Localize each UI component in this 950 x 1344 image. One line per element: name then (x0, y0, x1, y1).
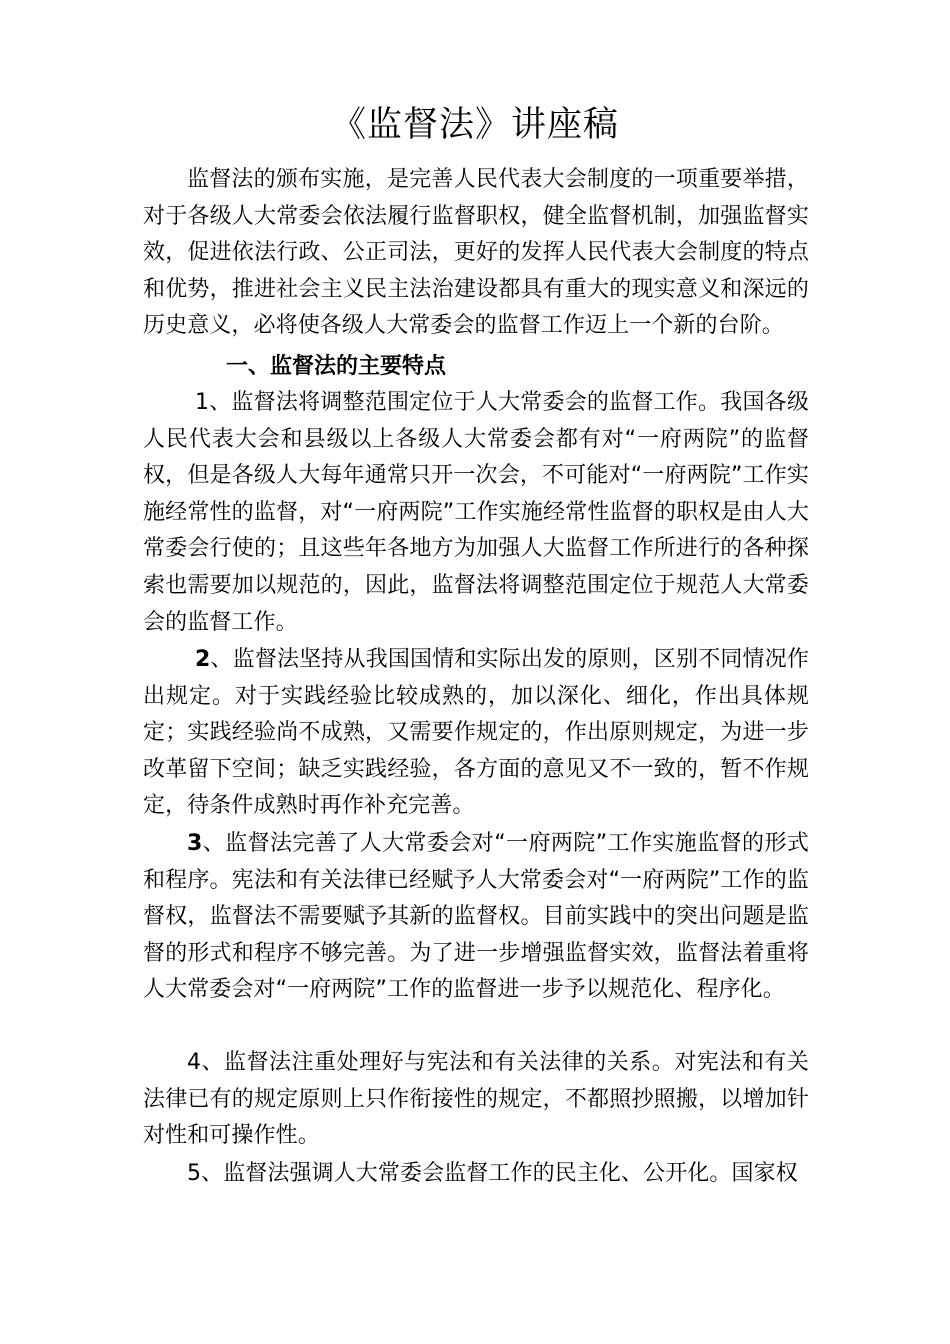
paragraph-item-3 (143, 826, 809, 1009)
intro-paragraph: 监督法的颁布实施，是完善人民代表大会制度的一项重要举措，对于各级人大常委会依法履行监督职权，健全监督机制，加强监督实效，促进依法行政、公正司法，更好的发挥人民代表大会制度的特点和优势，推进社会主义民主法治建设都具有重大的现实意义和深远的历史意义，必将使各级人大常委会的监督工作迈上一个新的台阶。 (143, 167, 809, 339)
paragraph-item-2 (143, 642, 809, 825)
item-3-number: 3 (187, 831, 203, 856)
paragraph-item-4: 4、监督法注重处理好与宪法和有关法律的关系。对宪法和有关法律已有的规定原则上只作衔接性的规定，不都照抄照搬，以增加针对性和可操作性。 (143, 1050, 809, 1149)
item-2-text: 、监督法坚持从我国国情和实际出发的原则，区别不同情况作出规定。对于实践经验比较成熟的，加以深化、细化，作出具体规定；实践经验尚不成熟，又需要作规定的，作出原则规定，为进一步改革留下空间；缺乏实践经验，各方面的意见又不一致的，暂不作规定，待条件成熟时再作补充完善。 (143, 647, 809, 819)
paragraph-item-5: 5、监督法强调人大常委会监督工作的民主化、公开化。国家权 (187, 1161, 798, 1186)
document-title: 《监督法》讲座稿 (330, 105, 619, 145)
item-2-number: 2 (195, 647, 211, 672)
item-3-text: 、监督法完善了人大常委会对“一府两院”工作实施监督的形式和程序。宪法和有关法律已经赋予人大常委会对“一府两院”工作的监督权，监督法不需要赋予其新的监督权。目前实践中的突出问题是监督的形式和程序不够完善。为了进一步增强监督实效，监督法着重将人大常委会对“一府两院”工作的监督进一步予以规范化、程序化。 (143, 831, 809, 1003)
section-heading: 一、监督法的主要特点 (226, 354, 447, 379)
paragraph-item-1: 1、监督法将调整范围定位于人大常委会的监督工作。我国各级人民代表大会和县级以上各级人大常委会都有对“一府两院”的监督权，但是各级人大每年通常只开一次会，不可能对“一府两院”工作实施经常性的监督，对“一府两院”工作实施经常性监督的职权是由人大常委会行使的；且这些年各地方为加强人大监督工作所进行的各种探索也需要加以规范的，因此，监督法将调整范围定位于规范人大常委会的监督工作。 (143, 390, 809, 635)
